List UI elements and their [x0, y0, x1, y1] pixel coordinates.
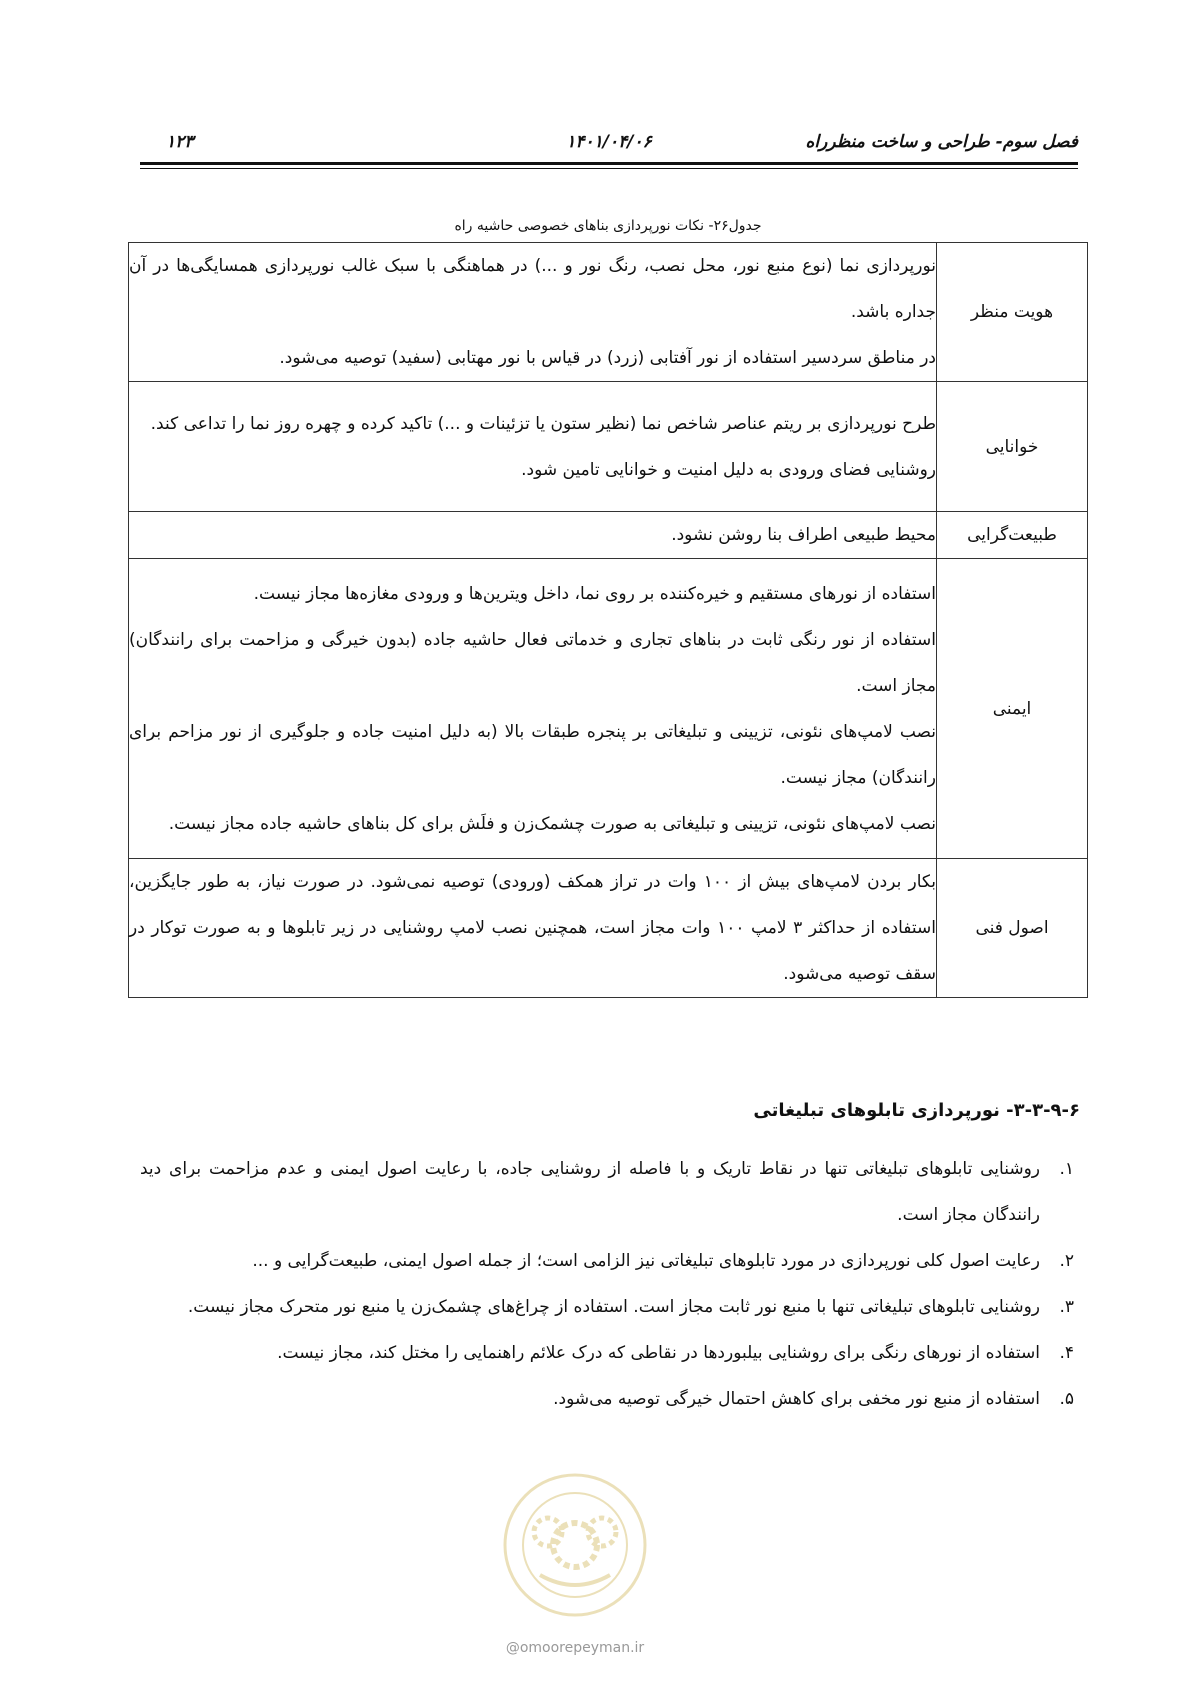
row-line: نصب لامپ‌های نئونی، تزیینی و تبلیغاتی به صورت چشمک‌زن و فلَش برای کل بناهای حاشیه جاده مجاز نیست. — [168, 813, 936, 834]
row-label: ایمنی — [937, 559, 1088, 859]
list-item — [140, 1284, 1080, 1330]
section-heading: ۳-۳-۹-۶- نورپردازی تابلوهای تبلیغاتی — [753, 1100, 1080, 1121]
table-row — [129, 243, 1088, 382]
row-label: اصول فنی — [937, 859, 1088, 998]
row-label: طبیعت‌گرایی — [937, 512, 1088, 559]
row-label: هویت منظر — [937, 243, 1088, 382]
chapter-title: فصل سوم- طراحی و ساخت منظرراه — [805, 132, 1078, 152]
list-text: استفاده از منبع نور مخفی برای کاهش احتمال خیرگی توصیه می‌شود. — [553, 1389, 1040, 1409]
row-line: نصب لامپ‌های نئونی، تزیینی و تبلیغاتی بر پنجره طبقات بالا (به دلیل امنیت جاده و جلوگیری از نور مزاحم برای رانندگان) مجاز نیست. — [129, 721, 936, 788]
page-header — [140, 122, 1078, 162]
list-number: ۲. — [1059, 1251, 1074, 1271]
row-line: نورپردازی نما (نوع منبع نور، محل نصب، رنگ نور و ...) در هماهنگی با سبک غالب نورپردازی همسایگی‌ها در آن جداره باشد. — [129, 256, 936, 322]
watermark-site: @omoorepeyman.ir — [505, 1640, 645, 1656]
table-row — [129, 559, 1088, 859]
lighting-table — [128, 242, 1088, 998]
row-line: طرح نورپردازی بر ریتم عناصر شاخص نما (نظیر ستون یا تزئینات و ...) تاکید کرده و چهره روز نما را تداعی کند. — [150, 413, 936, 434]
table-row — [129, 512, 1088, 559]
list-number: ۵. — [1059, 1389, 1074, 1409]
list-text: استفاده از نورهای رنگی برای روشنایی بیلبوردها در نقاطی که درک علائم راهنمایی را مختل کند، مجاز نیست. — [277, 1343, 1040, 1363]
list-item — [140, 1376, 1080, 1422]
list-item — [140, 1146, 1080, 1238]
list-item — [140, 1238, 1080, 1284]
table-row — [129, 382, 1088, 512]
row-line: بکار بردن لامپ‌های بیش از ۱۰۰ وات در تراز همکف (ورودی) توصیه نمی‌شود. در صورت نیاز، به طور جایگزین، استفاده از حداکثر ۳ لامپ ۱۰۰ وات مجاز است، همچنین نصب لامپ روشنایی در زیر تابلوها و به صورت توکار در سقف توصیه می‌شود. — [129, 872, 936, 984]
row-content — [129, 512, 937, 559]
row-line: استفاده از نور رنگی ثابت در بناهای تجاری و خدماتی فعال حاشیه جاده (بدون خیرگی و مزاحمت برای رانندگان) مجاز است. — [129, 629, 936, 696]
list-text: روشنایی تابلوهای تبلیغاتی تنها با منبع نور ثابت مجاز است. استفاده از چراغ‌های چشمک‌زن یا منبع نور متحرک مجاز نیست. — [187, 1297, 1040, 1317]
list-text: روشنایی تابلوهای تبلیغاتی تنها در نقاط تاریک و با فاصله از روشنایی جاده، با رعایت اصول ایمنی و عدم مزاحمت برای دید رانندگان مجاز است. — [140, 1159, 1040, 1225]
watermark-seal-icon — [500, 1470, 650, 1620]
advertising-lighting-list — [140, 1146, 1080, 1422]
table-row — [129, 859, 1088, 998]
page-number: ۱۲۳ — [166, 132, 194, 152]
row-line: استفاده از نورهای مستقیم و خیره‌کننده بر روی نما، داخل ویترین‌ها و ورودی مغازه‌ها مجاز نیست. — [253, 583, 936, 604]
row-content — [129, 559, 937, 859]
row-content — [129, 859, 937, 998]
header-rule-thick — [140, 162, 1078, 165]
row-label: خوانایی — [937, 382, 1088, 512]
list-number: ۱. — [1059, 1159, 1074, 1179]
row-content — [129, 243, 937, 382]
header-date: ۱۴۰۱/۰۴/۰۶ — [566, 132, 652, 152]
list-item — [140, 1330, 1080, 1376]
row-line: در مناطق سردسیر استفاده از نور آفتابی (زرد) در قیاس با نور مهتابی (سفید) توصیه می‌شود. — [279, 348, 936, 368]
table-caption: جدول۲۶- نکات نورپردازی بناهای خصوصی حاشیه راه — [454, 218, 762, 234]
row-line: محیط طبیعی اطراف بنا روشن نشود. — [671, 525, 936, 545]
list-text: رعایت اصول کلی نورپردازی در مورد تابلوهای تبلیغاتی نیز الزامی است؛ از جمله اصول ایمنی، طبیعت‌گرایی و ... — [252, 1251, 1040, 1271]
row-content — [129, 382, 937, 512]
list-number: ۴. — [1059, 1343, 1074, 1363]
header-rule-thin — [140, 168, 1078, 169]
row-line: روشنایی فضای ورودی به دلیل امنیت و خوانایی تامین شود. — [521, 459, 936, 480]
list-number: ۳. — [1059, 1297, 1074, 1317]
